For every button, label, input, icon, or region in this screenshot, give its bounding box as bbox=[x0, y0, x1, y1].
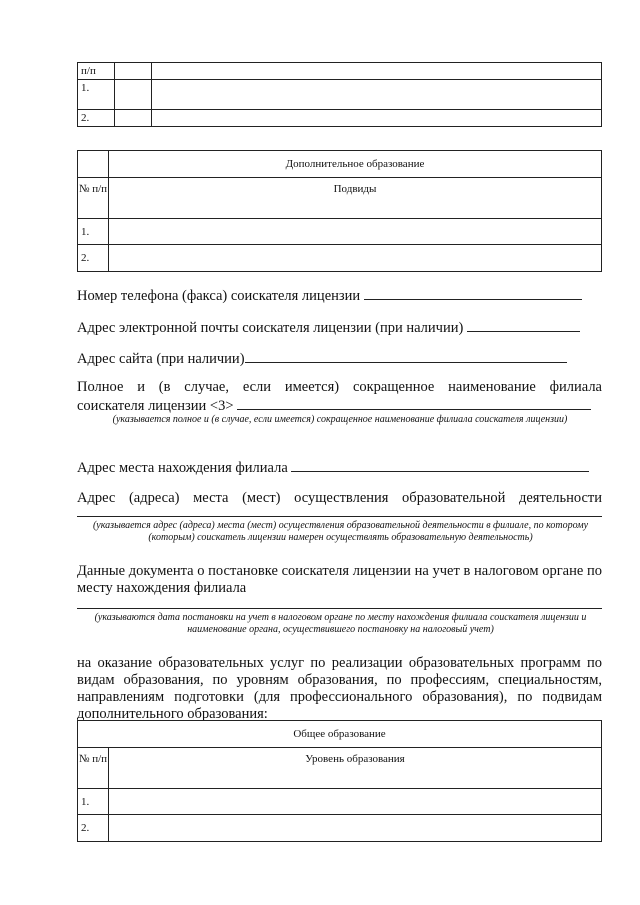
phone-row bbox=[77, 286, 602, 305]
table-cell[interactable] bbox=[109, 789, 602, 815]
table-cell[interactable] bbox=[109, 219, 602, 245]
email-row bbox=[77, 318, 602, 337]
branch-address-field[interactable] bbox=[291, 458, 589, 472]
phone-label: Номер телефона (факса) соискателя лицензии bbox=[77, 288, 361, 304]
table-row-number: 2. bbox=[78, 815, 109, 842]
num-header: п/п bbox=[78, 63, 115, 80]
branch-name-label-2: соискателя лицензии <3> bbox=[77, 398, 234, 414]
num-header: № п/п bbox=[78, 178, 109, 219]
site-field[interactable] bbox=[245, 349, 567, 363]
table-cell[interactable] bbox=[109, 245, 602, 272]
column-header: Уровень образования bbox=[109, 748, 602, 789]
tax-label: Данные документа о постановке соискателя лицензии на учет в налоговом органе по месту нахождения филиала bbox=[77, 563, 602, 596]
email-label: Адрес электронной почты соискателя лицензии (при наличии) bbox=[77, 320, 464, 336]
num-header: № п/п bbox=[78, 748, 109, 789]
branch-name-field[interactable] bbox=[237, 396, 591, 410]
phone-field[interactable] bbox=[364, 286, 582, 300]
services-text: на оказание образовательных услуг по реализации образовательных программ по видам образования, по уровням образования, по профессиям, специальностям, направлениям подготовки (для профессионального образования), по подвидам дополнительного образования: bbox=[77, 655, 602, 722]
additional-education-table bbox=[77, 150, 602, 272]
email-field[interactable] bbox=[467, 318, 580, 332]
activity-address-field[interactable] bbox=[77, 516, 602, 517]
table-cell[interactable] bbox=[152, 110, 602, 127]
tax-field[interactable] bbox=[77, 608, 602, 609]
activity-address-label: Адрес (адреса) места (мест) осуществления образовательной деятельности bbox=[77, 490, 602, 506]
branch-name-row bbox=[77, 396, 602, 415]
column-header: Подвиды bbox=[109, 178, 602, 219]
table-row-number: 1. bbox=[78, 219, 109, 245]
general-education-table bbox=[77, 720, 602, 842]
table-title: Общее образование bbox=[78, 721, 602, 748]
table-row-number: 2. bbox=[78, 110, 115, 127]
site-label: Адрес сайта (при наличии) bbox=[77, 351, 245, 367]
branch-address-label: Адрес места нахождения филиала bbox=[77, 460, 288, 476]
table-row-number: 1. bbox=[78, 80, 115, 110]
table-cell[interactable] bbox=[152, 80, 602, 110]
branch-name-label: Полное и (в случае, если имеется) сокращенное наименование филиала bbox=[77, 379, 602, 395]
table-row-number: 2. bbox=[78, 245, 109, 272]
table-title: Дополнительное образование bbox=[109, 151, 602, 178]
table-row-number: 1. bbox=[78, 789, 109, 815]
top-table bbox=[77, 62, 602, 127]
site-row bbox=[77, 349, 602, 368]
branch-name-note: (указывается полное и (в случае, если имеется) сокращенное наименование филиала соискателя лицензии) bbox=[112, 414, 568, 425]
tax-note: (указываются дата постановки на учет в налоговом органе по месту нахождения филиала соискателя лицензии и наименование органа, осуществившего постановку на налоговый учет) bbox=[94, 612, 587, 635]
table-cell[interactable] bbox=[109, 815, 602, 842]
activity-address-note: (указывается адрес (адреса) места (мест) осуществления образовательной деятельности в филиале, по которому (которым) соискатель лицензии намерен осуществлять образовательную деятельность) bbox=[92, 520, 589, 543]
branch-address-row bbox=[77, 458, 602, 477]
